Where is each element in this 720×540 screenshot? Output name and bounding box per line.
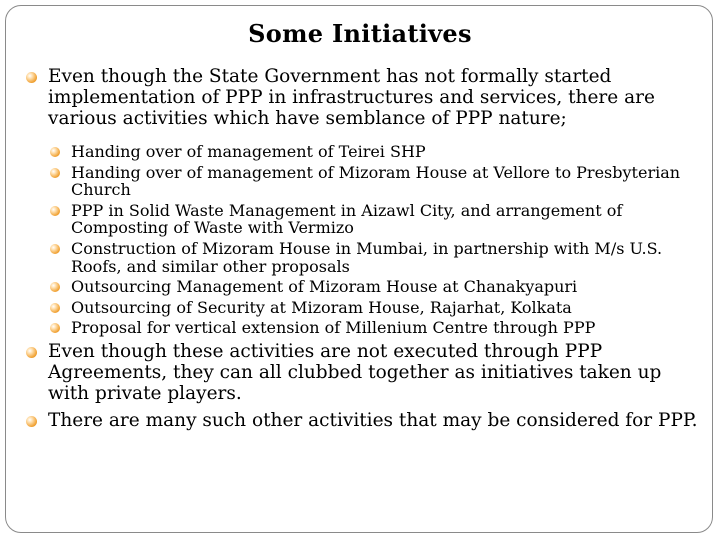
bullet-icon — [50, 147, 60, 157]
sub-bullet-item — [50, 319, 706, 337]
sub-bullet-item — [50, 299, 706, 317]
sub-bullet-text: PPP in Solid Waste Management in Aizawl City, and arrangement of Composting of Waste with Vermizo — [71, 200, 623, 238]
sub-bullet-text: Handing over of management of Mizoram House at Vellore to Presbyterian Church — [71, 162, 681, 200]
bullet-icon — [50, 282, 60, 292]
sub-bullet-item — [50, 278, 706, 296]
sub-bullet-text: Handing over of management of Teirei SHP — [71, 142, 426, 161]
bullet-item — [26, 341, 706, 404]
bullet-icon — [50, 303, 60, 313]
bullet-text: Even though the State Government has not formally started implementation of PPP in infrastructures and services, there are various activities which have semblance of PPP nature; — [48, 66, 655, 129]
bullet-icon — [26, 347, 37, 358]
bullet-item — [26, 410, 706, 431]
sub-bullet-item — [50, 202, 706, 237]
bullet-text: Even though these activities are not executed through PPP Agreements, they can all clubbed together as initiatives taken up with private players. — [48, 340, 662, 404]
sub-bullet-text: Outsourcing Management of Mizoram House at Chanakyapuri — [71, 277, 578, 297]
bullet-icon — [26, 72, 37, 83]
sub-bullet-item — [50, 240, 706, 275]
bullet-item — [26, 66, 706, 129]
bullet-icon — [50, 206, 60, 216]
sub-bullet-text: Construction of Mizoram House in Mumbai, in partnership with M/s U.S. Roofs, and similar other proposals — [71, 238, 663, 276]
sub-bullet-text: Outsourcing of Security at Mizoram House, Rajarhat, Kolkata — [71, 297, 572, 317]
bullet-icon — [26, 416, 37, 427]
sub-bullet-list — [50, 143, 706, 337]
bullet-icon — [50, 168, 60, 178]
sub-bullet-item — [50, 143, 706, 161]
bullet-text: There are many such other activities that may be considered for PPP. — [48, 409, 698, 431]
bullet-icon — [50, 244, 60, 254]
slide-content — [26, 66, 706, 431]
sub-bullet-text: Proposal for vertical extension of Millenium Centre through PPP — [71, 318, 596, 338]
bullet-icon — [50, 323, 60, 333]
sub-bullet-item — [50, 164, 706, 199]
slide-title: Some Initiatives — [248, 19, 472, 48]
